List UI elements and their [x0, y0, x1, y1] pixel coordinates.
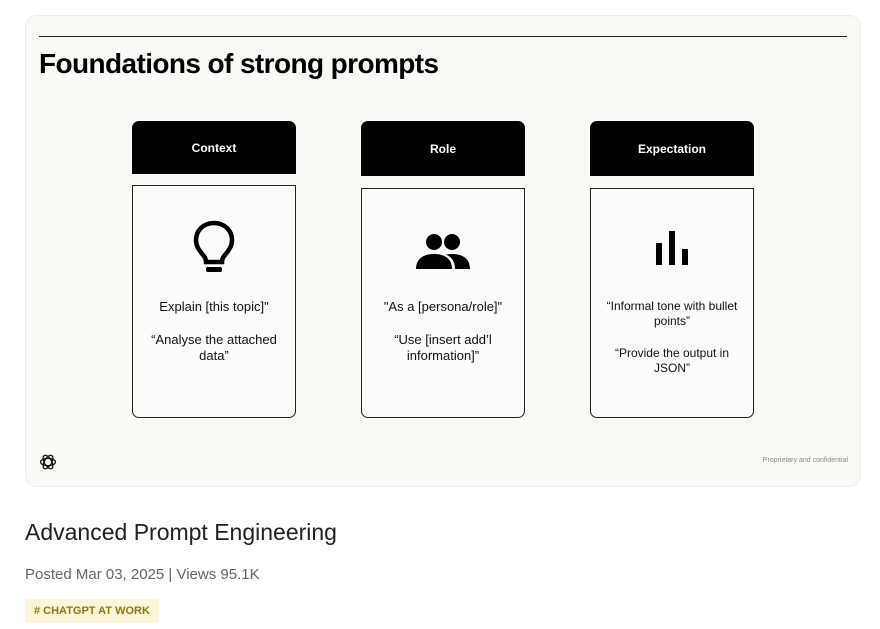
- lightbulb-icon: [133, 219, 295, 277]
- article-title: Advanced Prompt Engineering: [25, 519, 337, 545]
- context-card: [132, 185, 296, 418]
- tag-chatgpt-at-work[interactable]: # CHATGPT AT WORK: [25, 599, 159, 623]
- role-example-1: "As a [persona/role]": [383, 299, 503, 314]
- expectation-example-2: “Provide the output in JSON”: [614, 346, 730, 375]
- context-example-2: “Analyse the attached data”: [151, 332, 277, 363]
- expectation-example-1: “Informal tone with bullet points”: [606, 299, 738, 328]
- bar-chart-icon: [591, 231, 753, 265]
- role-examples: [368, 299, 518, 364]
- context-examples: [139, 299, 289, 364]
- openai-logo-icon: [39, 453, 57, 476]
- role-example-2: “Use [insert add’l information]”: [394, 332, 492, 363]
- context-heading: Context: [132, 121, 296, 174]
- slide-title: Foundations of strong prompts: [39, 48, 439, 79]
- article-meta: Posted Mar 03, 2025 | Views 95.1K: [25, 566, 260, 583]
- role-heading: Role: [361, 121, 525, 176]
- role-card: [361, 188, 525, 418]
- slide-image[interactable]: [25, 15, 861, 487]
- context-example-1: Explain [this topic]": [159, 299, 269, 314]
- confidential-note: Proprietary and confidential: [762, 457, 848, 464]
- people-icon: [362, 233, 524, 269]
- expectation-examples: [597, 299, 747, 376]
- expectation-heading: Expectation: [590, 121, 754, 176]
- slide-divider: [39, 36, 847, 37]
- expectation-card: [590, 188, 754, 418]
